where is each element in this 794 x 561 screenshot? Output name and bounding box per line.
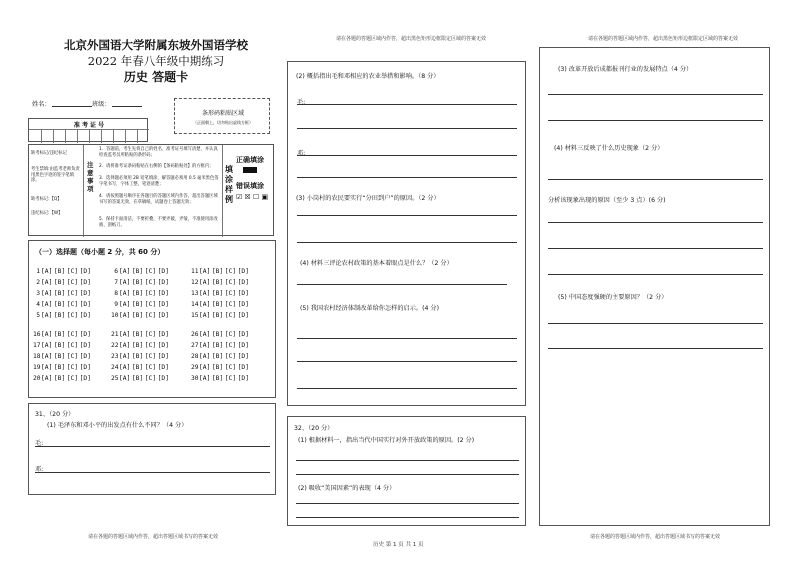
choice-option-24-c[interactable]: [C] xyxy=(144,364,157,371)
choice-option-29-a[interactable]: [A] xyxy=(199,364,211,371)
choice-option-19-c[interactable]: [C] xyxy=(66,364,79,371)
choice-option-10-a[interactable]: [A] xyxy=(119,312,131,319)
choice-question-29 xyxy=(191,364,251,371)
choice-option-10-b[interactable]: [B] xyxy=(131,312,144,319)
choice-number: 8 xyxy=(114,290,118,297)
choice-option-3-c[interactable]: [C] xyxy=(66,290,79,297)
choice-question-20 xyxy=(33,375,93,382)
choice-option-22-a[interactable]: [A] xyxy=(119,342,131,349)
choice-number: 21 xyxy=(111,331,119,338)
name-label: 姓名： xyxy=(32,101,51,108)
q32-sub2-line-1[interactable] xyxy=(296,503,519,504)
choice-question-6 xyxy=(111,268,171,275)
q32-sub3-line-1[interactable] xyxy=(548,94,763,95)
choice-option-5-d[interactable]: [D] xyxy=(79,312,91,319)
q31-sub5-line-2[interactable] xyxy=(297,361,517,362)
choice-option-29-c[interactable]: [C] xyxy=(224,364,237,371)
q31-deng-label: 邓: xyxy=(35,466,44,473)
choice-option-22-d[interactable]: [D] xyxy=(157,342,169,349)
choice-option-25-c[interactable]: [C] xyxy=(144,375,157,382)
choice-option-9-a[interactable]: [A] xyxy=(119,301,131,308)
choice-option-27-c[interactable]: [C] xyxy=(224,342,237,349)
choice-question-16 xyxy=(33,331,93,338)
name-field[interactable] xyxy=(52,106,92,107)
choice-question-15 xyxy=(191,312,251,319)
q31-sub5-line-3[interactable] xyxy=(297,388,517,389)
choice-option-22-c[interactable]: [C] xyxy=(144,342,157,349)
barcode-area xyxy=(174,98,270,134)
choice-question-11 xyxy=(191,268,251,275)
choice-option-16-c[interactable]: [C] xyxy=(66,331,79,338)
choice-option-19-d[interactable]: [D] xyxy=(79,364,91,371)
q32-sub4: (4) 材料三反映了什么历史现象（2 分） xyxy=(554,145,664,152)
exam-number-grid[interactable] xyxy=(28,118,148,142)
choice-option-25-d[interactable]: [D] xyxy=(157,375,169,382)
choice-option-3-a[interactable]: [A] xyxy=(41,290,53,297)
notice-item-1: 1．答题前，考生先将自己的姓名、准考证号填写清楚，并认真检查监考员所粘贴的条形码； xyxy=(99,147,218,158)
choice-option-9-c[interactable]: [C] xyxy=(144,301,157,308)
choice-number: 7 xyxy=(114,279,118,286)
absent-mark-field[interactable]: 缺考标记:【Q】 xyxy=(31,197,62,202)
q31-sub3-line-2[interactable] xyxy=(297,242,517,243)
choice-number: 15 xyxy=(191,312,199,319)
q32-sub4b: 分析该现象出现的原因（至少 3 点）(6 分) xyxy=(548,197,666,204)
choice-option-18-c[interactable]: [C] xyxy=(66,353,79,360)
q31-sub2-deng-line-2[interactable] xyxy=(297,177,517,178)
choice-question-9 xyxy=(111,301,171,308)
choice-option-5-c[interactable]: [C] xyxy=(66,312,79,319)
q31-sub2-mao-line-2[interactable] xyxy=(297,128,517,129)
choice-option-11-c[interactable]: [C] xyxy=(224,268,237,275)
choice-option-8-b[interactable]: [B] xyxy=(131,290,144,297)
choice-option-6-a[interactable]: [A] xyxy=(119,268,131,275)
choice-option-9-b[interactable]: [B] xyxy=(131,301,144,308)
choice-question-24 xyxy=(111,364,171,371)
choice-question-12 xyxy=(191,279,251,286)
choice-option-26-a[interactable]: [A] xyxy=(199,331,211,338)
choice-question-13 xyxy=(191,290,251,297)
choice-question-7 xyxy=(111,279,171,286)
choice-option-6-b[interactable]: [B] xyxy=(131,268,144,275)
choice-question-21 xyxy=(111,331,171,338)
q31-sub2-mao-label: 毛: xyxy=(297,99,306,106)
q31-sub2-deng-line-1[interactable] xyxy=(297,155,517,156)
q32-sub3: (3) 改革开放后成都报刊行业的发展特点（4 分） xyxy=(558,66,693,73)
q31-sub2: (2) 概括指出毛和邓相应的农业举措和影响。（8 分） xyxy=(296,73,440,80)
choice-option-23-d[interactable]: [D] xyxy=(157,353,169,360)
choice-number: 2 xyxy=(36,279,40,286)
choice-option-23-b[interactable]: [B] xyxy=(131,353,144,360)
choice-number: 19 xyxy=(33,364,41,371)
q31-sub2-mao-line-1[interactable] xyxy=(297,104,517,105)
choice-option-10-c[interactable]: [C] xyxy=(144,312,157,319)
q32-sub1: (1) 根据材料一，指出当代中国实行对外开放政策的原因。(2 分) xyxy=(298,437,475,444)
choice-option-23-c[interactable]: [C] xyxy=(144,353,157,360)
choice-option-25-b[interactable]: [B] xyxy=(131,375,144,382)
choice-number: 27 xyxy=(191,342,199,349)
q32-sub1-line-1[interactable] xyxy=(296,460,519,461)
choice-number: 12 xyxy=(191,279,199,286)
choice-question-28 xyxy=(191,353,251,360)
choice-option-16-b[interactable]: [B] xyxy=(53,331,66,338)
choice-option-24-b[interactable]: [B] xyxy=(131,364,144,371)
choice-section xyxy=(28,240,276,398)
q32-sub4-line[interactable] xyxy=(548,179,763,180)
choice-option-22-b[interactable]: [B] xyxy=(131,342,144,349)
notice-label: 注意事项 xyxy=(87,161,94,193)
choice-option-28-d[interactable]: [D] xyxy=(237,353,249,360)
choice-option-15-d[interactable]: [D] xyxy=(237,312,249,319)
choice-question-5 xyxy=(33,312,93,319)
choice-option-12-b[interactable]: [B] xyxy=(211,279,224,286)
choice-question-25 xyxy=(111,375,171,382)
choice-option-13-a[interactable]: [A] xyxy=(199,290,211,297)
choice-option-17-a[interactable]: [A] xyxy=(41,342,53,349)
choice-option-29-b[interactable]: [B] xyxy=(211,364,224,371)
choice-option-2-d[interactable]: [D] xyxy=(79,279,91,286)
choice-option-23-a[interactable]: [A] xyxy=(119,353,131,360)
choice-option-26-c[interactable]: [C] xyxy=(224,331,237,338)
fill-example-label: 填涂样例 xyxy=(225,165,233,204)
notice-item-5: 5．保持卡面清洁，不要折叠，不要弄破、弄皱，不准使用涂改液、刮纸刀。 xyxy=(99,217,218,228)
choice-option-4-a[interactable]: [A] xyxy=(41,301,53,308)
choice-number: 24 xyxy=(111,364,119,371)
notice-item-2: 2．请将准考证条码粘贴在右侧的【条码粘贴处】的方框内； xyxy=(99,164,214,169)
choice-number: 25 xyxy=(111,375,119,382)
absent-mark-desc: 考生禁填:由监考老师负责用黑色字迹的签字笔填涂。 xyxy=(31,167,80,184)
choice-option-16-d[interactable]: [D] xyxy=(79,331,91,338)
class-label: 班级： xyxy=(92,101,111,108)
q31-sub3: (3) 小岗村的农民要实行“分田到户”的原因。（2 分） xyxy=(296,195,440,202)
q32-continued-section xyxy=(539,47,770,526)
choice-option-1-d[interactable]: [D] xyxy=(79,268,91,275)
choice-option-5-b[interactable]: [B] xyxy=(53,312,66,319)
choice-option-30-a[interactable]: [A] xyxy=(199,375,211,382)
footer-note-left: 请在各题的答题区域内作答，超出答题区域书写的答案无效 xyxy=(88,534,219,540)
q31-sub2-deng-label: 邓: xyxy=(297,150,306,157)
choice-option-21-b[interactable]: [B] xyxy=(131,331,144,338)
notice-item-3: 3．选择题必须用 2B 铅笔填涂，解答题必须用 0.5 毫米黑色签字笔书写，字体工整，笔迹清楚； xyxy=(99,176,219,187)
choice-option-15-b[interactable]: [B] xyxy=(211,312,224,319)
choice-option-6-d[interactable]: [D] xyxy=(157,268,169,275)
class-field[interactable] xyxy=(112,106,142,107)
choice-question-23 xyxy=(111,353,171,360)
wrong-fill-samples: ☑ ☒ ☐ ▣ xyxy=(236,193,269,201)
q31-deng-answer[interactable] xyxy=(35,472,270,473)
choice-option-14-b[interactable]: [B] xyxy=(211,301,224,308)
q32-sub4b-line-1[interactable] xyxy=(548,222,763,223)
choice-question-1 xyxy=(33,268,93,275)
choice-option-12-c[interactable]: [C] xyxy=(224,279,237,286)
q32-sub3-line-2[interactable] xyxy=(548,120,763,121)
choice-question-14 xyxy=(191,301,251,308)
choice-option-28-b[interactable]: [B] xyxy=(211,353,224,360)
absent-mark-label: 缺考标记/违纪标记 xyxy=(31,151,67,156)
choice-number: 4 xyxy=(36,301,40,308)
choice-option-30-b[interactable]: [B] xyxy=(211,375,224,382)
q31-section xyxy=(28,403,276,495)
barcode-note: （正面朝上，切勿贴出虚线方框） xyxy=(193,120,253,125)
choice-question-10 xyxy=(111,312,171,319)
choice-option-26-d[interactable]: [D] xyxy=(237,331,249,338)
footer-note-right: 请在各题的答题区域内作答，超出答题区域书写的答案无效 xyxy=(590,534,721,540)
q32-sub1-line-2[interactable] xyxy=(296,474,519,475)
choice-option-7-a[interactable]: [A] xyxy=(119,279,131,286)
info-row xyxy=(28,144,274,236)
choice-option-2-b[interactable]: [B] xyxy=(53,279,66,286)
choice-option-13-c[interactable]: [C] xyxy=(224,290,237,297)
choice-option-27-a[interactable]: [A] xyxy=(199,342,211,349)
exam-subtitle: 2022 年春八年级中期练习 xyxy=(87,54,225,68)
choice-section-title: （一）选择题（每小题 2 分，共 60 分） xyxy=(35,248,165,256)
choice-option-30-d[interactable]: [D] xyxy=(237,375,249,382)
choice-option-15-c[interactable]: [C] xyxy=(224,312,237,319)
choice-number: 14 xyxy=(191,301,199,308)
choice-number: 29 xyxy=(191,364,199,371)
choice-option-12-d[interactable]: [D] xyxy=(237,279,249,286)
choice-option-18-d[interactable]: [D] xyxy=(79,353,91,360)
choice-option-20-b[interactable]: [B] xyxy=(53,375,66,382)
choice-option-10-d[interactable]: [D] xyxy=(157,312,169,319)
choice-option-19-b[interactable]: [B] xyxy=(53,364,66,371)
choice-option-14-c[interactable]: [C] xyxy=(224,301,237,308)
choice-option-18-a[interactable]: [A] xyxy=(41,353,53,360)
choice-question-27 xyxy=(191,342,251,349)
choice-number: 16 xyxy=(33,331,41,338)
choice-question-8 xyxy=(111,290,171,297)
choice-number: 5 xyxy=(36,312,40,319)
choice-option-17-d[interactable]: [D] xyxy=(79,342,91,349)
choice-number: 17 xyxy=(33,342,41,349)
choice-number: 28 xyxy=(191,353,199,360)
choice-option-5-a[interactable]: [A] xyxy=(41,312,53,319)
choice-option-7-d[interactable]: [D] xyxy=(157,279,169,286)
choice-option-13-d[interactable]: [D] xyxy=(237,290,249,297)
choice-option-8-c[interactable]: [C] xyxy=(144,290,157,297)
choice-option-8-a[interactable]: [A] xyxy=(119,290,131,297)
choice-option-14-a[interactable]: [A] xyxy=(199,301,211,308)
choice-question-2 xyxy=(33,279,93,286)
choice-question-3 xyxy=(33,290,93,297)
choice-question-19 xyxy=(33,364,93,371)
q32-sub4b-line-3[interactable] xyxy=(548,274,763,275)
choice-option-4-c[interactable]: [C] xyxy=(66,301,79,308)
cheat-mark-field[interactable]: 违纪标记:【W】 xyxy=(31,211,63,216)
choice-option-3-b[interactable]: [B] xyxy=(53,290,66,297)
choice-option-16-a[interactable]: [A] xyxy=(41,331,53,338)
q31-sub1: (1) 毛泽东和邓小平的出发点有什么不同？（4 分） xyxy=(47,422,188,429)
choice-number: 18 xyxy=(33,353,41,360)
choice-number: 13 xyxy=(191,290,199,297)
choice-option-15-a[interactable]: [A] xyxy=(199,312,211,319)
choice-option-24-d[interactable]: [D] xyxy=(157,364,169,371)
header-note-right: 请在各题的答题区域内作答，超出黑色矩形边框限定区域的答案无效 xyxy=(588,36,739,42)
choice-option-28-c[interactable]: [C] xyxy=(224,353,237,360)
choice-option-20-c[interactable]: [C] xyxy=(66,375,79,382)
q31-sub3-line-1[interactable] xyxy=(297,215,517,216)
choice-question-22 xyxy=(111,342,171,349)
choice-option-11-a[interactable]: [A] xyxy=(199,268,211,275)
q32-sub5-line-2[interactable] xyxy=(548,348,763,349)
choice-option-20-a[interactable]: [A] xyxy=(41,375,53,382)
choice-number: 30 xyxy=(191,375,199,382)
choice-number: 10 xyxy=(111,312,119,319)
q32-sub2-line-2[interactable] xyxy=(296,517,519,518)
q31-sub4-line[interactable] xyxy=(297,284,507,285)
choice-option-11-b[interactable]: [B] xyxy=(211,268,224,275)
choice-option-13-b[interactable]: [B] xyxy=(211,290,224,297)
q31-continued-section xyxy=(287,61,526,406)
choice-option-3-d[interactable]: [D] xyxy=(79,290,91,297)
choice-number: 20 xyxy=(33,375,41,382)
choice-option-6-c[interactable]: [C] xyxy=(144,268,157,275)
correct-fill-sample xyxy=(243,167,257,173)
choice-option-27-b[interactable]: [B] xyxy=(211,342,224,349)
choice-number: 11 xyxy=(191,268,199,275)
exam-number-label: 准 考 证 号 xyxy=(73,122,105,129)
choice-question-26 xyxy=(191,331,251,338)
q32-sub4b-line-2[interactable] xyxy=(548,248,763,249)
choice-option-24-a[interactable]: [A] xyxy=(119,364,131,371)
answer-card-title: 历史 答题卡 xyxy=(123,70,189,84)
choice-option-9-d[interactable]: [D] xyxy=(157,301,169,308)
header-note-middle: 请在各题的答题区域内作答，超出黑色矩形边框限定区域的答案无效 xyxy=(336,36,487,42)
choice-option-17-b[interactable]: [B] xyxy=(53,342,66,349)
choice-number: 9 xyxy=(114,301,118,308)
choice-number: 23 xyxy=(111,353,119,360)
choice-number: 3 xyxy=(36,290,40,297)
choice-option-11-d[interactable]: [D] xyxy=(237,268,249,275)
choice-option-1-c[interactable]: [C] xyxy=(66,268,79,275)
choice-option-30-c[interactable]: [C] xyxy=(224,375,237,382)
q32-sub5: (5) 中国态度强硬的主要原因？（2 分） xyxy=(558,294,668,301)
choice-option-20-d[interactable]: [D] xyxy=(79,375,91,382)
q31-sub5-line-1[interactable] xyxy=(297,338,517,339)
choice-option-27-d[interactable]: [D] xyxy=(237,342,249,349)
choice-option-19-a[interactable]: [A] xyxy=(41,364,53,371)
choice-number: 26 xyxy=(191,331,199,338)
school-title: 北京外国语大学附属东坡外国语学校 xyxy=(64,38,248,52)
q32-section xyxy=(287,416,526,526)
q31-sub4: (4) 材料三评论农村政策的基本着眼点是什么？（2 分） xyxy=(300,260,453,267)
choice-question-4 xyxy=(33,301,93,308)
choice-option-17-c[interactable]: [C] xyxy=(66,342,79,349)
choice-option-2-c[interactable]: [C] xyxy=(66,279,79,286)
choice-option-25-a[interactable]: [A] xyxy=(119,375,131,382)
choice-option-4-d[interactable]: [D] xyxy=(79,301,91,308)
choice-option-7-b[interactable]: [B] xyxy=(131,279,144,286)
choice-number: 22 xyxy=(111,342,119,349)
page-footer: 历史 第 1 页 共 1 页 xyxy=(373,542,424,548)
choice-question-17 xyxy=(33,342,93,349)
choice-option-12-a[interactable]: [A] xyxy=(199,279,211,286)
choice-option-4-b[interactable]: [B] xyxy=(53,301,66,308)
choice-option-18-b[interactable]: [B] xyxy=(53,353,66,360)
choice-option-26-b[interactable]: [B] xyxy=(211,331,224,338)
choice-option-29-d[interactable]: [D] xyxy=(237,364,249,371)
barcode-title: 条形码粘贴区域 xyxy=(201,110,244,117)
choice-number: 1 xyxy=(36,268,40,275)
choice-option-14-d[interactable]: [D] xyxy=(237,301,249,308)
q32-sub5-line-1[interactable] xyxy=(548,323,763,324)
choice-option-2-a[interactable]: [A] xyxy=(41,279,53,286)
q32-sub2: (2) 吸收“美国因素”的表现（4 分） xyxy=(298,485,396,492)
q31-mao-answer[interactable] xyxy=(35,446,270,447)
choice-option-1-b[interactable]: [B] xyxy=(53,268,66,275)
choice-option-21-d[interactable]: [D] xyxy=(157,331,169,338)
choice-question-18 xyxy=(33,353,93,360)
choice-question-30 xyxy=(191,375,251,382)
choice-option-21-c[interactable]: [C] xyxy=(144,331,157,338)
q31-mao-label: 毛: xyxy=(35,440,44,447)
choice-option-28-a[interactable]: [A] xyxy=(199,353,211,360)
q31-title: 31、（20 分） xyxy=(35,411,75,418)
notice-item-4: 4．请按照题号顺序在各题目的答题区域内作答，超出答题区域书写的答案无效，在草稿纸、试题卷上答题无效； xyxy=(99,194,218,205)
correct-fill-label: 正确填涂 xyxy=(236,156,264,164)
wrong-fill-label: 错误填涂 xyxy=(236,182,264,190)
q32-title: 32、（20 分） xyxy=(294,425,334,432)
choice-option-1-a[interactable]: [A] xyxy=(41,268,53,275)
choice-number: 6 xyxy=(114,268,118,275)
choice-option-7-c[interactable]: [C] xyxy=(144,279,157,286)
choice-option-21-a[interactable]: [A] xyxy=(119,331,131,338)
choice-option-8-d[interactable]: [D] xyxy=(157,290,169,297)
q31-sub5: (5) 我国农村经济体制改革给你怎样的启示。(4 分) xyxy=(300,305,440,312)
